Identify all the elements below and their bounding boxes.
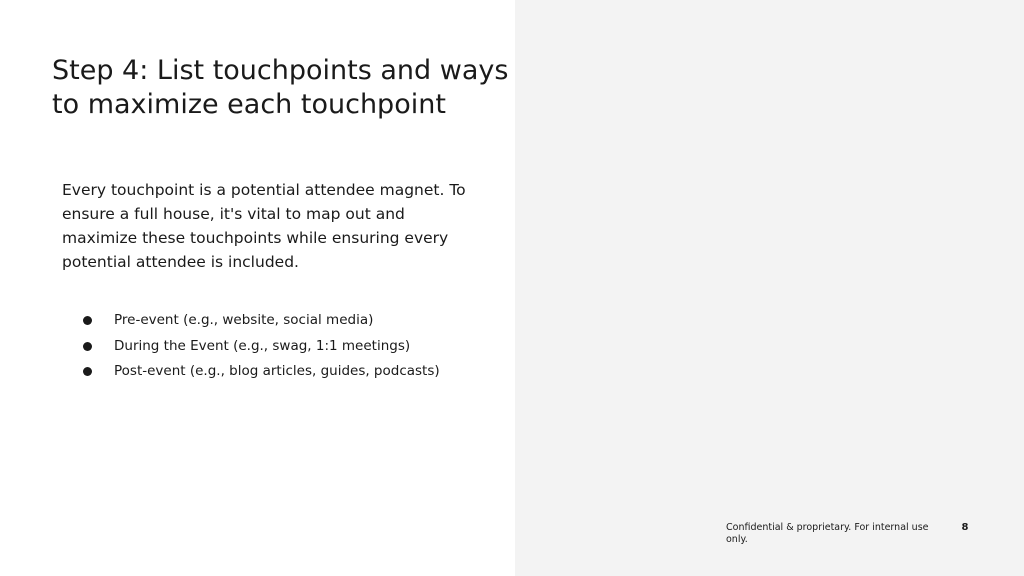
image-placeholder-panel [515, 0, 1024, 576]
list-item [80, 359, 500, 385]
slide-title: Step 4: List touchpoints and ways to maximize each touchpoint [52, 55, 509, 120]
confidentiality-notice: Confidential & proprietary. For internal use only. [726, 522, 929, 545]
bullet-icon [83, 316, 92, 325]
page-number: 8 [961, 522, 969, 533]
list-item [80, 334, 500, 360]
bullet-icon [83, 342, 92, 351]
bullet-icon [83, 367, 92, 376]
list-item [80, 308, 500, 334]
list-item-text: Pre-event (e.g., website, social media) [114, 312, 374, 328]
slide-body-text: Every touchpoint is a potential attendee magnet. To ensure a full house, it's vital to map out and maximize these touchpoints while ensuring every potential attendee is included. [62, 181, 466, 271]
list-item-text: Post-event (e.g., blog articles, guides, podcasts) [114, 363, 440, 379]
touchpoint-list [80, 308, 500, 385]
list-item-text: During the Event (e.g., swag, 1:1 meetings) [114, 337, 411, 354]
